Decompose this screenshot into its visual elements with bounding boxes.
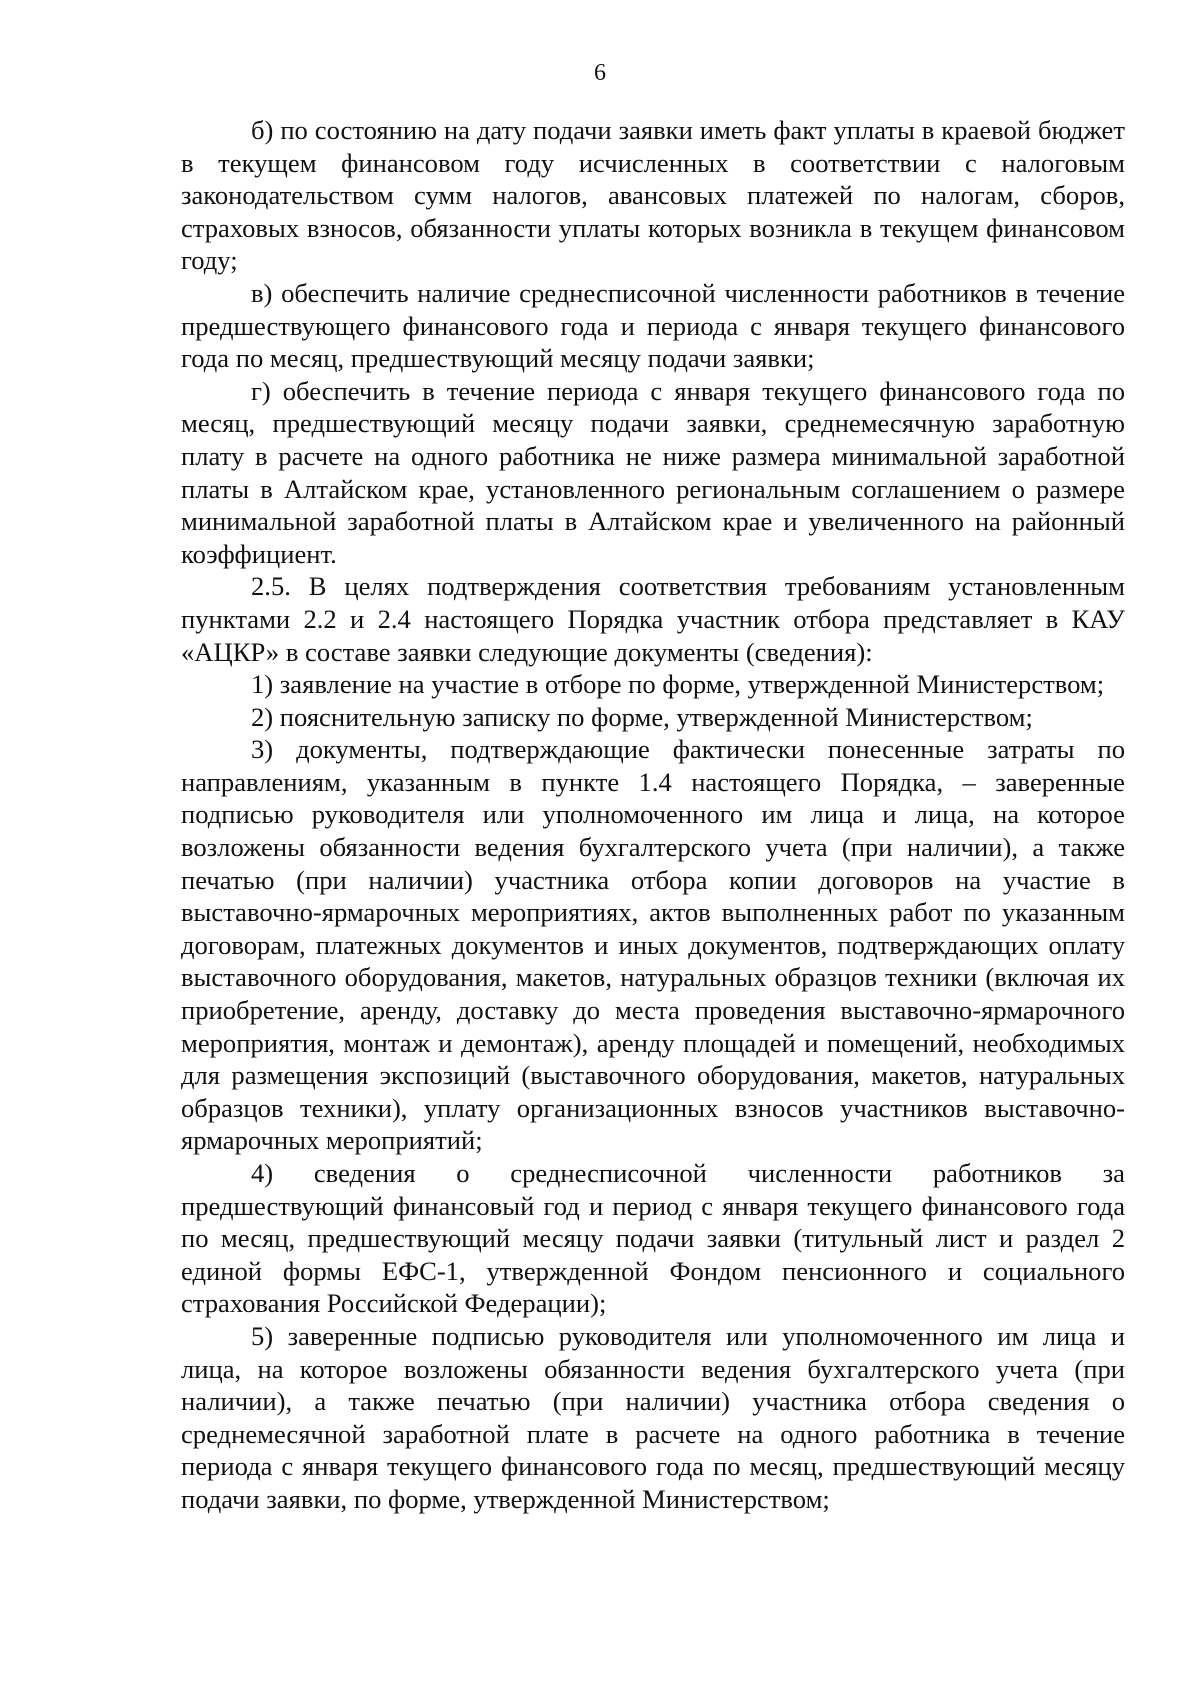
page-number: 6 (594, 60, 606, 86)
paragraph-2-5-documents: 2.5. В целях подтверждения соответствия требованиям установленным пунктами 2.2 и 2.4 настоящего Порядка участник отбора представляет в КАУ «АЦКР» в составе заявки следующие документы (сведения): (181, 571, 1125, 667)
paragraph-g-average-salary: г) обеспечить в течение периода с января текущего финансового года по месяц, предшествующий месяцу подачи заявки, среднемесячную заработную плату в расчете на одного работника не ниже размера минимальной заработной платы в Алтайском крае, установленного региональным соглашением о размере минимальной заработной платы в Алтайском крае и увеличенного на районный коэффициент. (181, 375, 1125, 569)
list-item-1-application: 1) заявление на участие в отборе по форме, утвержденной Министерством; (251, 669, 1105, 700)
list-item-3-expense-documents: 3) документы, подтверждающие фактически понесенные затраты по направлениям, указанным в пункте 1.4 настоящего Порядка, – заверенные подписью руководителя или уполномоченного им лица и лица, на которое возложены обязанности ведения бухгалтерского учета (при наличии), а также печатью (при наличии) участника отбора копии договоров на участие в выставочно-ярмарочных мероприятиях, актов выполненных работ по указанным договорам, платежных документов и иных документов, подтверждающих оплату выставочного оборудования, макетов, натуральных образцов техники (включая их приобретение, аренду, доставку до места проведения выставочно-ярмарочного мероприятия, монтаж и демонтаж), аренду площадей и помещений, необходимых для размещения экспозиций (выставочного оборудования, макетов, натуральных образцов техники), уплату организационных взносов участников выставочно-ярмарочных мероприятий; (181, 734, 1125, 1156)
document-body (181, 114, 1125, 1516)
paragraph-b-tax-payment: б) по состоянию на дату подачи заявки иметь факт уплаты в краевой бюджет в текущем финансовом году исчисленных в соответствии с налоговым законодательством сумм налогов, авансовых платежей по налогам, сборов, страховых взносов, обязанности уплаты которых возникла в текущем финансовом году; (181, 115, 1125, 276)
list-item-2-explanatory-note: 2) пояснительную записку по форме, утвержденной Министерством; (251, 701, 1033, 732)
paragraph-v-headcount: в) обеспечить наличие среднесписочной численности работников в течение предшествующего финансового года и периода с января текущего финансового года по месяц, предшествующий месяцу подачи заявки; (181, 277, 1125, 374)
list-item-5-salary-info: 5) заверенные подписью руководителя или уполномоченного им лица и лица, на которое возложены обязанности ведения бухгалтерского учета (при наличии), а также печатью (при наличии) участника отбора сведения о среднемесячной заработной плате в расчете на одного работника в течение периода с января текущего финансового года по месяц, предшествующий месяцу подачи заявки, по форме, утвержденной Министерством; (181, 1320, 1125, 1514)
list-item-4-headcount-info: 4) сведения о среднесписочной численности работников за предшествующий финансовый год и период с января текущего финансового года по месяц, предшествующий месяцу подачи заявки (титульный лист и раздел 2 единой формы ЕФС-1, утвержденной Фондом пенсионного и социального страхования Российской Федерации); (181, 1158, 1125, 1319)
